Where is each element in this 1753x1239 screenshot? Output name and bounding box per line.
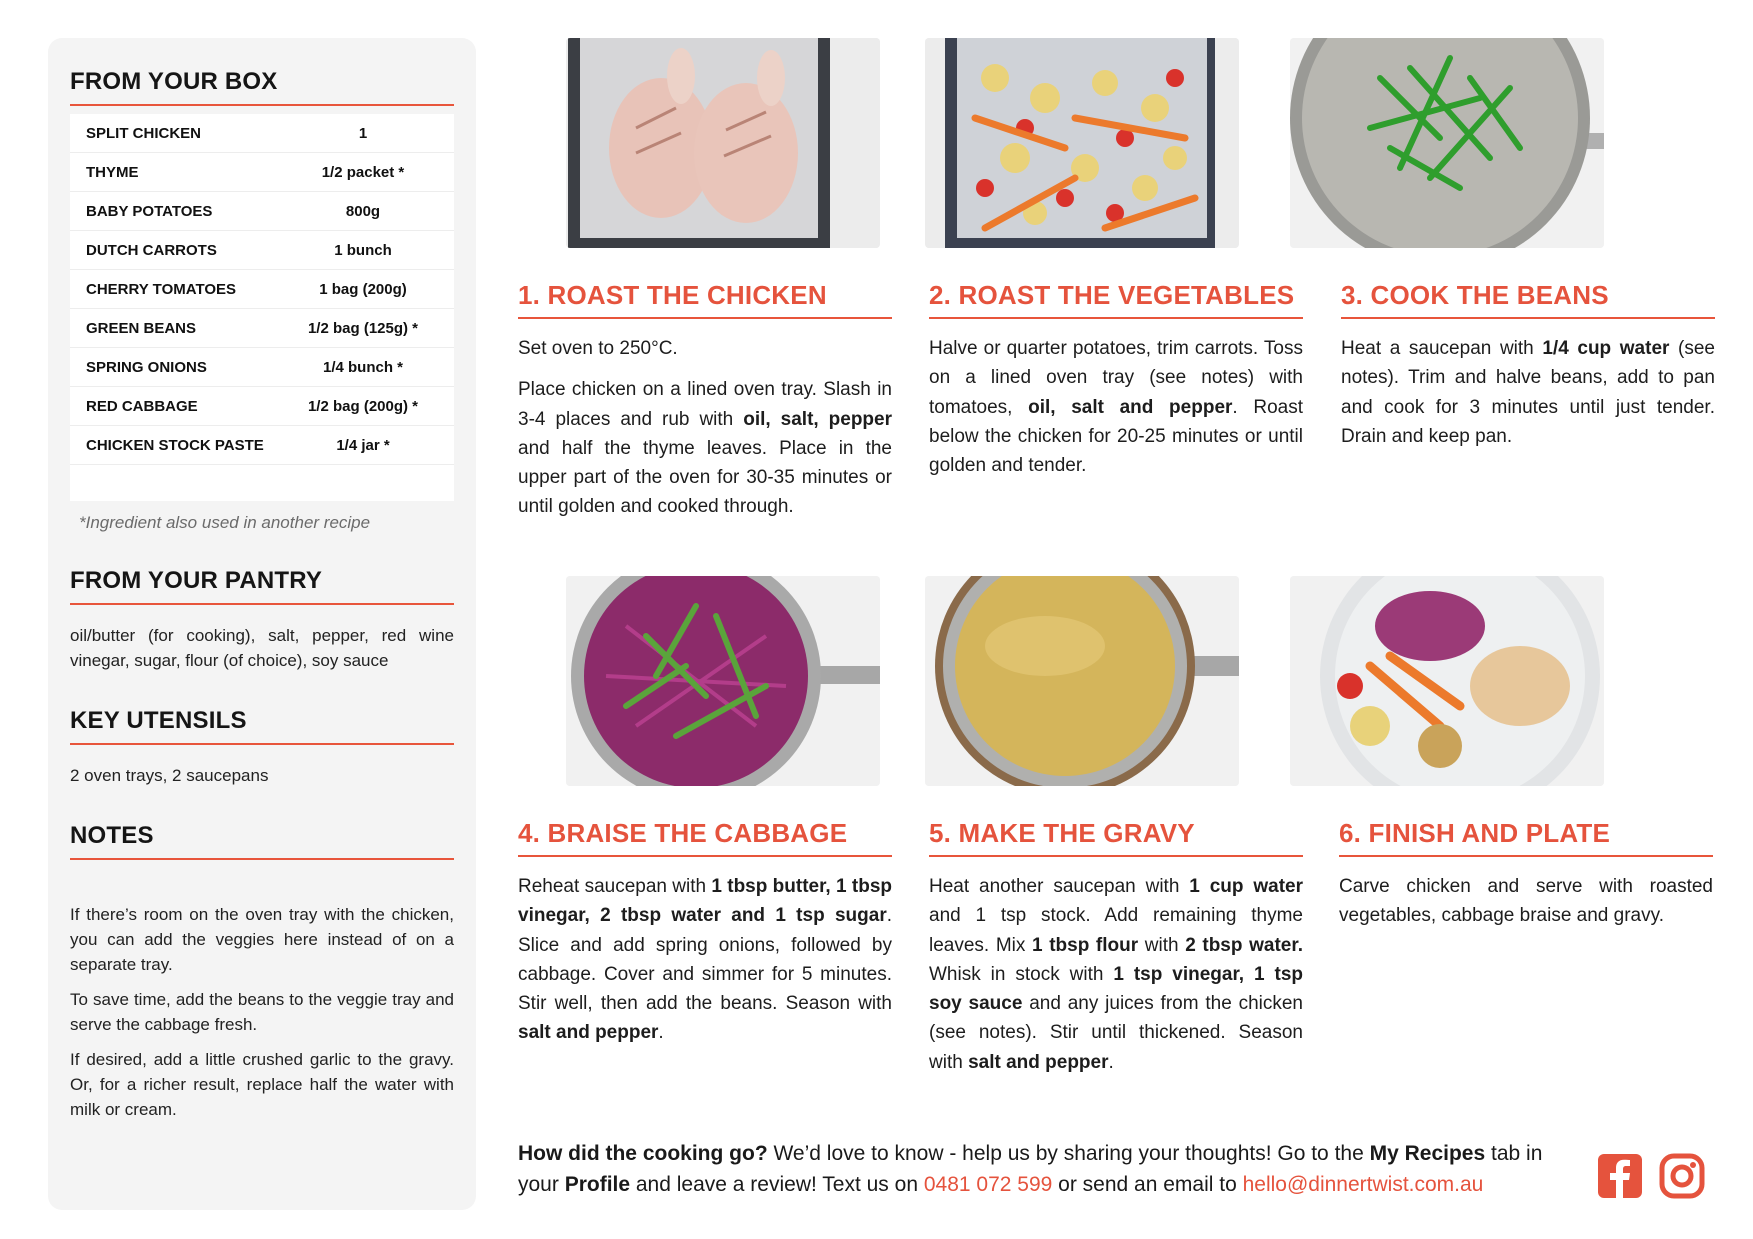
- ingredient-row: [70, 153, 454, 192]
- utensils-section: [70, 707, 454, 788]
- step-4-text: [518, 872, 892, 1048]
- ingredient-name: GREEN BEANS: [86, 319, 197, 337]
- text-run: Whisk in stock with: [929, 963, 1114, 985]
- ingredient-row: [70, 270, 454, 309]
- text-run-bold: oil, salt, pepper: [743, 408, 892, 430]
- text-run-bold: salt and pepper: [968, 1051, 1109, 1073]
- text-run-bold: 1 tbsp butter, 1 tbsp vinegar, 2 tbsp water and 1 tsp sugar: [518, 876, 892, 927]
- note-item: If there’s room on the oven tray with the chicken, you can add the veggies here instead of on a separate tray.: [70, 905, 454, 974]
- text-run-bold: salt and pepper: [518, 1022, 659, 1044]
- step-6-title: 6. FINISH AND PLATE: [1339, 818, 1713, 857]
- text-run: and half the thyme leaves. Place in the upper part of the oven for 30-35 minutes or until golden and cooked through.: [518, 437, 892, 518]
- ingredient-qty: 800g: [345, 202, 381, 220]
- text-run: Heat another saucepan with: [929, 876, 1190, 897]
- ingredient-name: CHERRY TOMATOES: [86, 280, 237, 298]
- braise-cabbage-photo: [566, 576, 880, 786]
- ingredient-row: [70, 231, 454, 270]
- step-4-title: 4. BRAISE THE CABBAGE: [518, 818, 892, 857]
- step-5-title: 5. MAKE THE GRAVY: [929, 818, 1303, 857]
- step-1-text: [518, 375, 892, 521]
- text-run: Place chicken on a lined oven tray. Slash in 3-4 places and rub with: [518, 379, 892, 430]
- text-run-bold: 1 cup water: [1189, 876, 1303, 897]
- text-run: . Roast below the chicken for 20-25 minutes or until golden and tender.: [929, 396, 1303, 477]
- ingredient-qty: 1/4 jar *: [336, 436, 390, 454]
- text-run: Heat a saucepan with: [1341, 338, 1543, 359]
- ingredient-qty: 1/4 bunch *: [322, 358, 404, 376]
- step-3-text: [1341, 334, 1715, 451]
- ingredient-name: SPLIT CHICKEN: [86, 124, 202, 142]
- step-5-body: [929, 872, 1303, 1089]
- step-6-body: [1339, 872, 1713, 943]
- text-run: or send an email to: [1052, 1173, 1243, 1196]
- ingredient-row: [70, 309, 454, 348]
- instagram-icon[interactable]: [1658, 1152, 1706, 1200]
- utensils-text: 2 oven trays, 2 saucepans: [70, 766, 269, 785]
- step-6-text: Carve chicken and serve with roasted vegetables, cabbage braise and gravy.: [1339, 876, 1713, 927]
- text-run: and any juices from the chicken (see notes). Stir until thickened. Season with: [929, 993, 1303, 1073]
- ingredient-name: RED CABBAGE: [86, 397, 198, 415]
- step-1-body: [518, 334, 892, 534]
- text-run: . Slice and add spring onions, followed by cabbage. Cover and simmer for 5 minutes. Stir well, then add the beans. Season with: [518, 905, 892, 1015]
- text-run-bold: 1/4 cup water: [1542, 338, 1670, 359]
- note-item: To save time, add the beans to the veggie tray and serve the cabbage fresh.: [70, 990, 454, 1034]
- review-footer: [518, 1138, 1578, 1200]
- text-run: We’d love to know - help us by sharing your thoughts! Go to the: [767, 1142, 1370, 1165]
- text-run: Reheat saucepan with: [518, 876, 712, 897]
- ingredient-footnote: *Ingredient also used in another recipe: [79, 513, 371, 532]
- pantry-text: oil/butter (for cooking), salt, pepper, red wine vinegar, sugar, flour (of choice), soy sauce: [70, 626, 454, 670]
- step-2-title: 2. ROAST THE VEGETABLES: [929, 280, 1303, 319]
- ingredient-name: THYME: [86, 163, 139, 181]
- ingredient-row: [70, 387, 454, 426]
- ingredient-qty: 1/2 bag (200g) *: [307, 397, 419, 415]
- ingredient-row: [70, 348, 454, 387]
- notes-section: [70, 822, 454, 1122]
- ingredient-qty: 1/2 bag (125g) *: [307, 319, 419, 337]
- ingredient-row: [70, 114, 454, 153]
- step-1-text: Set oven to 250°C.: [518, 338, 678, 359]
- roast-chicken-photo: [566, 38, 880, 248]
- step-3-title: 3. COOK THE BEANS: [1341, 280, 1715, 319]
- footer-question: How did the cooking go?: [518, 1142, 768, 1165]
- step-5-text: [929, 872, 1303, 1077]
- step-2-text: [929, 334, 1303, 480]
- step-3-body: [1341, 334, 1715, 463]
- pantry-heading: FROM YOUR PANTRY: [70, 567, 454, 605]
- ingredient-name: DUTCH CARROTS: [86, 241, 217, 259]
- text-run-bold: oil, salt and pepper: [1028, 396, 1233, 418]
- ingredient-name: BABY POTATOES: [86, 202, 213, 220]
- from-your-box-heading: FROM YOUR BOX: [70, 68, 454, 106]
- text-run: Halve or quarter potatoes, trim carrots. Toss on a lined oven tray (see notes) with tomatoes,: [929, 338, 1303, 418]
- ingredients-table: [70, 114, 454, 501]
- step-2-body: [929, 334, 1303, 492]
- text-run-bold: 1 tbsp flour: [1032, 934, 1139, 956]
- ingredient-qty: 1 bunch: [334, 241, 392, 259]
- note-item: If desired, add a little crushed garlic to the gravy. Or, for a richer result, replace half the water with milk or cream.: [70, 1050, 454, 1119]
- phone-link[interactable]: 0481 072 599: [923, 1173, 1053, 1196]
- notes-heading: NOTES: [70, 822, 454, 860]
- text-run-bold: 1 tsp vinegar, 1 tsp soy sauce: [929, 963, 1303, 1015]
- my-recipes-link[interactable]: My Recipes: [1369, 1142, 1486, 1165]
- text-run: .: [658, 1022, 664, 1044]
- text-run: (see notes). Trim and halve beans, add to pan and cook for 3 minutes until just tender. Drain and keep pan.: [1341, 338, 1715, 447]
- ingredient-row: [70, 192, 454, 231]
- ingredient-row: [70, 426, 454, 465]
- pantry-section: [70, 567, 454, 673]
- step-1-title: 1. ROAST THE CHICKEN: [518, 280, 892, 319]
- ingredient-qty: 1 bag (200g): [319, 280, 407, 298]
- email-link[interactable]: hello@dinnertwist.com.au: [1242, 1173, 1484, 1196]
- ingredient-qty: 1: [358, 124, 368, 142]
- text-run-bold: 2 tbsp water.: [1185, 934, 1303, 956]
- notes-list: [70, 902, 454, 1122]
- text-run: and leave a review! Text us on: [630, 1173, 924, 1196]
- text-run: tab in your: [518, 1142, 1543, 1196]
- finish-plate-photo: [1290, 576, 1604, 786]
- facebook-icon[interactable]: [1596, 1152, 1644, 1200]
- ingredient-qty: 1/2 packet *: [321, 163, 405, 181]
- text-run: with: [1138, 934, 1186, 956]
- make-gravy-photo: [925, 576, 1239, 786]
- text-run: .: [1108, 1051, 1114, 1073]
- roast-vegetables-photo: [925, 38, 1239, 248]
- utensils-heading: KEY UTENSILS: [70, 707, 454, 745]
- ingredient-name: CHICKEN STOCK PASTE: [86, 436, 264, 454]
- cook-beans-photo: [1290, 38, 1604, 248]
- sidebar: [48, 38, 476, 1210]
- step-4-body: [518, 872, 892, 1060]
- ingredient-name: SPRING ONIONS: [86, 358, 207, 376]
- text-run: and 1 tsp stock. Add remaining thyme leaves. Mix: [929, 905, 1303, 956]
- profile-link[interactable]: Profile: [564, 1173, 631, 1196]
